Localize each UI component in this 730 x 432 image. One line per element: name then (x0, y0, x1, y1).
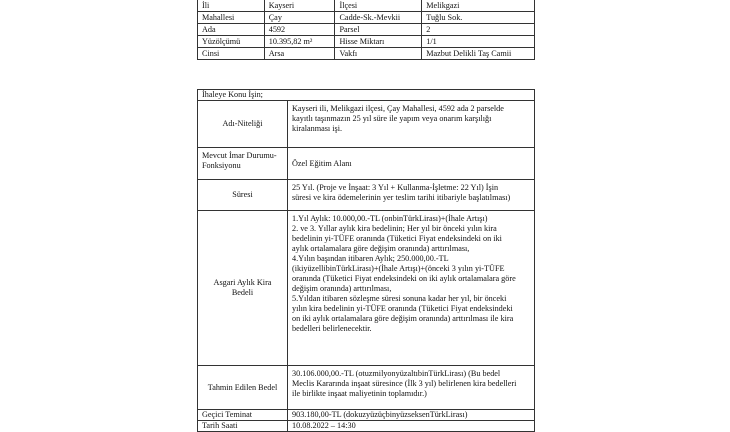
imar-value: Özel Eğitim Alanı (288, 148, 535, 180)
sure-value: 25 Yıl. (Proje ve İnşaat: 3 Yıl + Kullanma-İşletme: 22 Yıl) İşin süresi ve kira ödemelerinin yer teslim tarihi itibariyle başlatılması) (288, 180, 535, 211)
parcel-row (198, 24, 535, 36)
adi-value: Kayseri ili, Melikgazi ilçesi, Çay Mahallesi, 4592 ada 2 parselde kayıtlı taşınmazın 25 yıl süre ile yapım veya onarım karşılığı kiralanması işi. (288, 101, 535, 148)
parcel-row (198, 0, 535, 12)
parcel-cell: Hisse Miktarı (335, 36, 422, 48)
parcel-cell: Tuğlu Sok. (422, 12, 535, 24)
parcel-cell: 4592 (264, 24, 335, 36)
kira-line: değişim oranında) arttırılması, (292, 284, 392, 293)
teminat-label: Geçici Teminat (198, 410, 288, 421)
parcel-cell: Parsel (335, 24, 422, 36)
tahmin-value: 30.106.000,00.-TL (otuzmilyonyüzaltıbinTürkLirası) (Bu bedel Meclis Kararında inşaat süresince (İlk 3 yıl) belirlenen kira bedelleri ile birlikte inşaat maliyetinin toplamıdır.) (288, 366, 535, 410)
tarih-label: Tarih Saati (198, 421, 288, 432)
parcel-row (198, 12, 535, 24)
parcel-cell: Mahallesi (198, 12, 265, 24)
kira-line: oranında (Tüketici Fiyat endeksindeki on iki aylık ortalamalara göre (292, 274, 516, 283)
tender-info-table (197, 89, 535, 432)
parcel-cell: Cadde-Sk.-Mevkii (335, 12, 422, 24)
parcel-cell: İli (198, 0, 265, 12)
kira-line: yılın kira bedelinin yi-TÜFE oranında (Tüketici Fiyat endeksindeki (292, 304, 513, 313)
kira-line: (ikiyüzellibinTürkLirası)+(İhale Artışı)+(önceki 3 yılın yi-TÜFE (292, 264, 505, 273)
kira-line: 5.Yıldan itibaren sözleşme süresi sonuna kadar her yıl, bir önceki (292, 294, 507, 303)
adi-label: Adı-Niteliği (198, 101, 288, 148)
tender-header: İhaleye Konu İşin; (198, 90, 535, 101)
parcel-cell: Melikgazi (422, 0, 535, 12)
parcel-cell: Arsa (264, 48, 335, 60)
kira-line: 2. ve 3. Yıllar aylık kira bedelinin; Her yıl bir önceki yılın kira (292, 224, 497, 233)
parcel-cell: Vakfı (335, 48, 422, 60)
kira-line: bedelinin yi-TÜFE oranında (Tüketici Fiyat endeksindeki on iki (292, 234, 502, 243)
kira-label: Asgari Aylık Kira Bedeli (198, 211, 288, 366)
tahmin-label: Tahmin Edilen Bedel (198, 366, 288, 410)
parcel-row (198, 36, 535, 48)
kira-line: aylık ortalamalara göre değişim oranında) arttırılması, (292, 244, 470, 253)
parcel-cell: İlçesi (335, 0, 422, 12)
sure-label: Süresi (198, 180, 288, 211)
kira-line: on iki aylık ortalamalara göre değişim oranında) arttırılması ile kira (292, 314, 514, 323)
imar-label: Mevcut İmar Durumu- Fonksiyonu (198, 148, 288, 180)
parcel-cell: Mazbut Delikli Taş Camii (422, 48, 535, 60)
teminat-value: 903.180,00-TL (dokuzyüzüçbinyüzseksenTürkLirası) (288, 410, 535, 421)
parcel-cell: Cinsi (198, 48, 265, 60)
parcel-cell: Yüzölçümü (198, 36, 265, 48)
tarih-value: 10.08.2022 – 14:30 (288, 421, 535, 432)
parcel-cell: Çay (264, 12, 335, 24)
kira-line: bedelleri belirlenecektir. (292, 324, 372, 333)
parcel-cell: 1/1 (422, 36, 535, 48)
parcel-cell: 10.395,82 m² (264, 36, 335, 48)
parcel-cell: Kayseri (264, 0, 335, 12)
kira-line: 1.Yıl Aylık: 10.000,00.-TL (onbinTürkLirası)+(İhale Artışı) (292, 214, 488, 223)
kira-line: 4.Yılın başından itibaren Aylık; 250.000,00.-TL (292, 254, 449, 263)
kira-value (288, 211, 535, 366)
parcel-row (198, 48, 535, 60)
parcel-cell: 2 (422, 24, 535, 36)
parcel-cell: Ada (198, 24, 265, 36)
parcel-info-table (197, 0, 535, 60)
